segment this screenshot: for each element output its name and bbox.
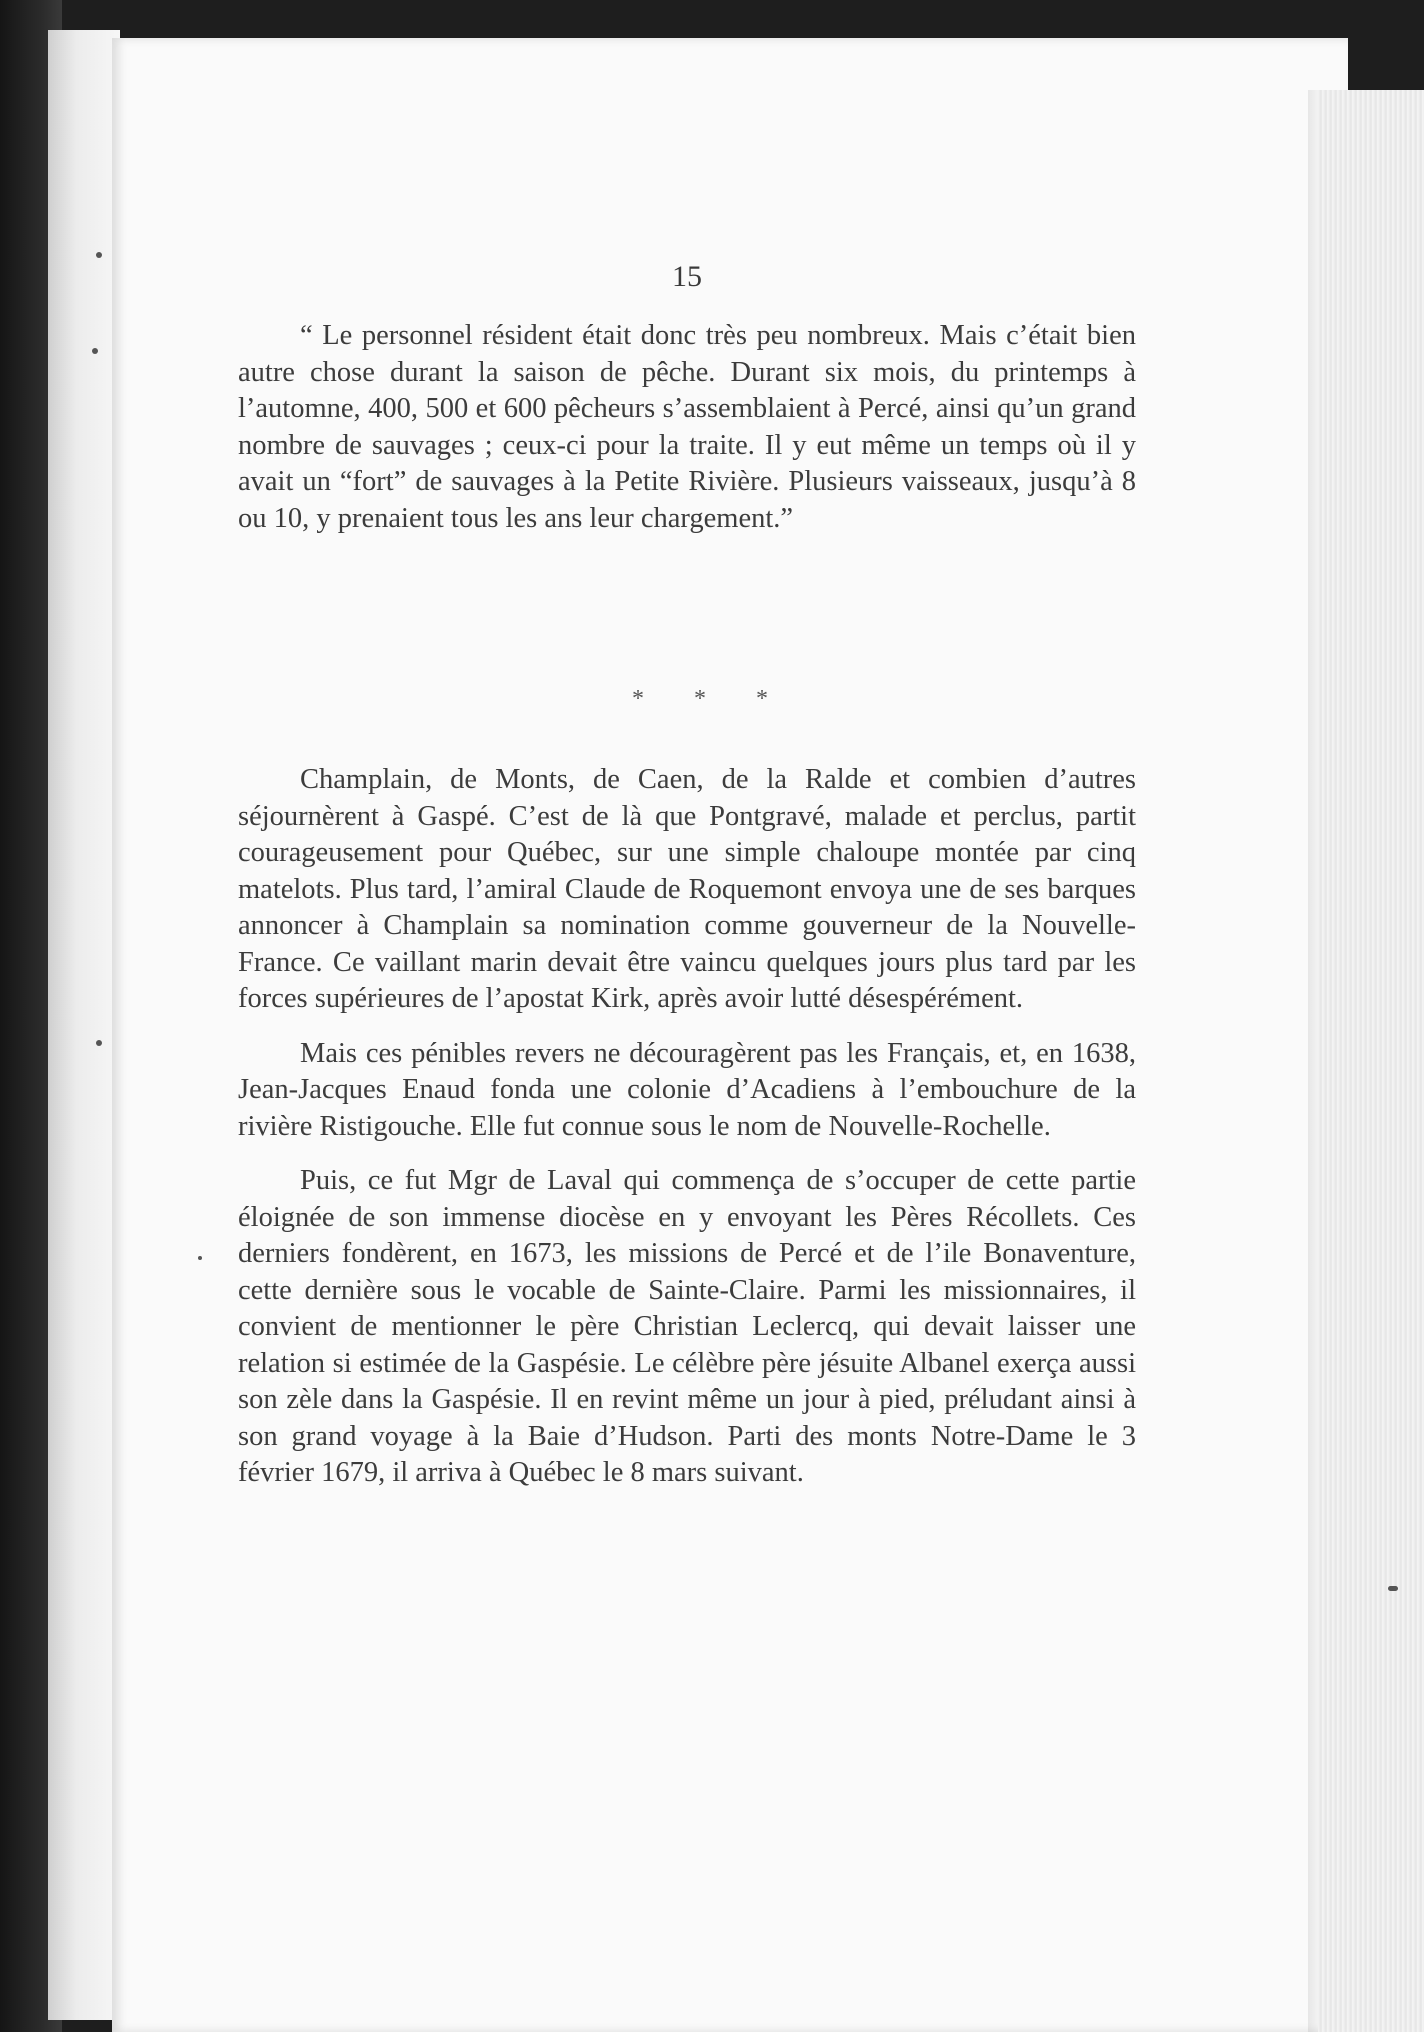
scan-speck bbox=[198, 1256, 202, 1260]
paragraph: Mais ces pénibles revers ne découragèrent pas les Français, et, en 1638, Jean-Jacques Enaud fonda une colonie d’Acadiens à l’embouchure de la rivière Ristigouche. Elle fut connue sous le nom de Nouvelle-Rochelle. bbox=[238, 1037, 1136, 1142]
paragraph: Puis, ce fut Mgr de Laval qui commença de s’occuper de cette partie éloignée de son immense diocèse en y envoyant les Pères Récollets. Ces derniers fondèrent, en 1673, les missions de Percé et de l’ile Bonaventure, cette dernière sous le vocable de Sainte-Claire. Parmi les missionnaires, il convient de mentionner le père Christian Leclercq, qui devait laisser une relation si estimée de la Gaspésie. Le célèbre père jésuite Albanel exerça aussi son zèle dans la Gaspésie. Il en revint même un jour à pied, préludant ainsi à son grand voyage à la Baie d’Hudson. Parti des monts Notre-Dame le 3 février 1679, il arriva à Québec le 8 mars suivant. bbox=[238, 1165, 1136, 1488]
section-separator: * * * bbox=[632, 686, 790, 712]
left-page-edge bbox=[48, 30, 120, 2020]
page-number: 15 bbox=[672, 260, 702, 293]
body-text bbox=[238, 762, 1136, 1510]
scan-speck bbox=[96, 1040, 102, 1046]
scan-speck bbox=[1388, 1586, 1398, 1591]
paragraph: Champlain, de Monts, de Caen, de la Ralde et combien d’autres séjournèrent à Gaspé. C’est de là que Pontgravé, malade et perclus, partit courageusement pour Québec, sur une simple chaloupe montée par cinq matelots. Plus tard, l’amiral Claude de Roquemont envoya une de ses barques annoncer à Champlain sa nomination comme gouverneur de la Nouvelle-France. Ce vaillant marin devait être vaincu quelques jours plus tard par les forces supérieures de l’apostat Kirk, après avoir lutté désespérément. bbox=[238, 764, 1136, 1014]
scan-speck bbox=[92, 348, 98, 354]
scan-speck bbox=[96, 252, 102, 258]
quote-paragraph: “ Le personnel résident était donc très peu nombreux. Mais c’était bien autre chose durant la saison de pêche. Durant six mois, du printemps à l’automne, 400, 500 et 600 pêcheurs s’assemblaient à Percé, ainsi qu’un grand nombre de sauvages ; ceux-ci pour la traite. Il y eut même un temps où il y avait un “fort” de sauvages à la Petite Rivière. Plusieurs vaisseaux, jusqu’à 8 ou 10, y prenaient tous les ans leur chargement.” bbox=[238, 320, 1136, 534]
quoted-passage bbox=[238, 318, 1136, 555]
right-page-stack bbox=[1318, 90, 1424, 2032]
